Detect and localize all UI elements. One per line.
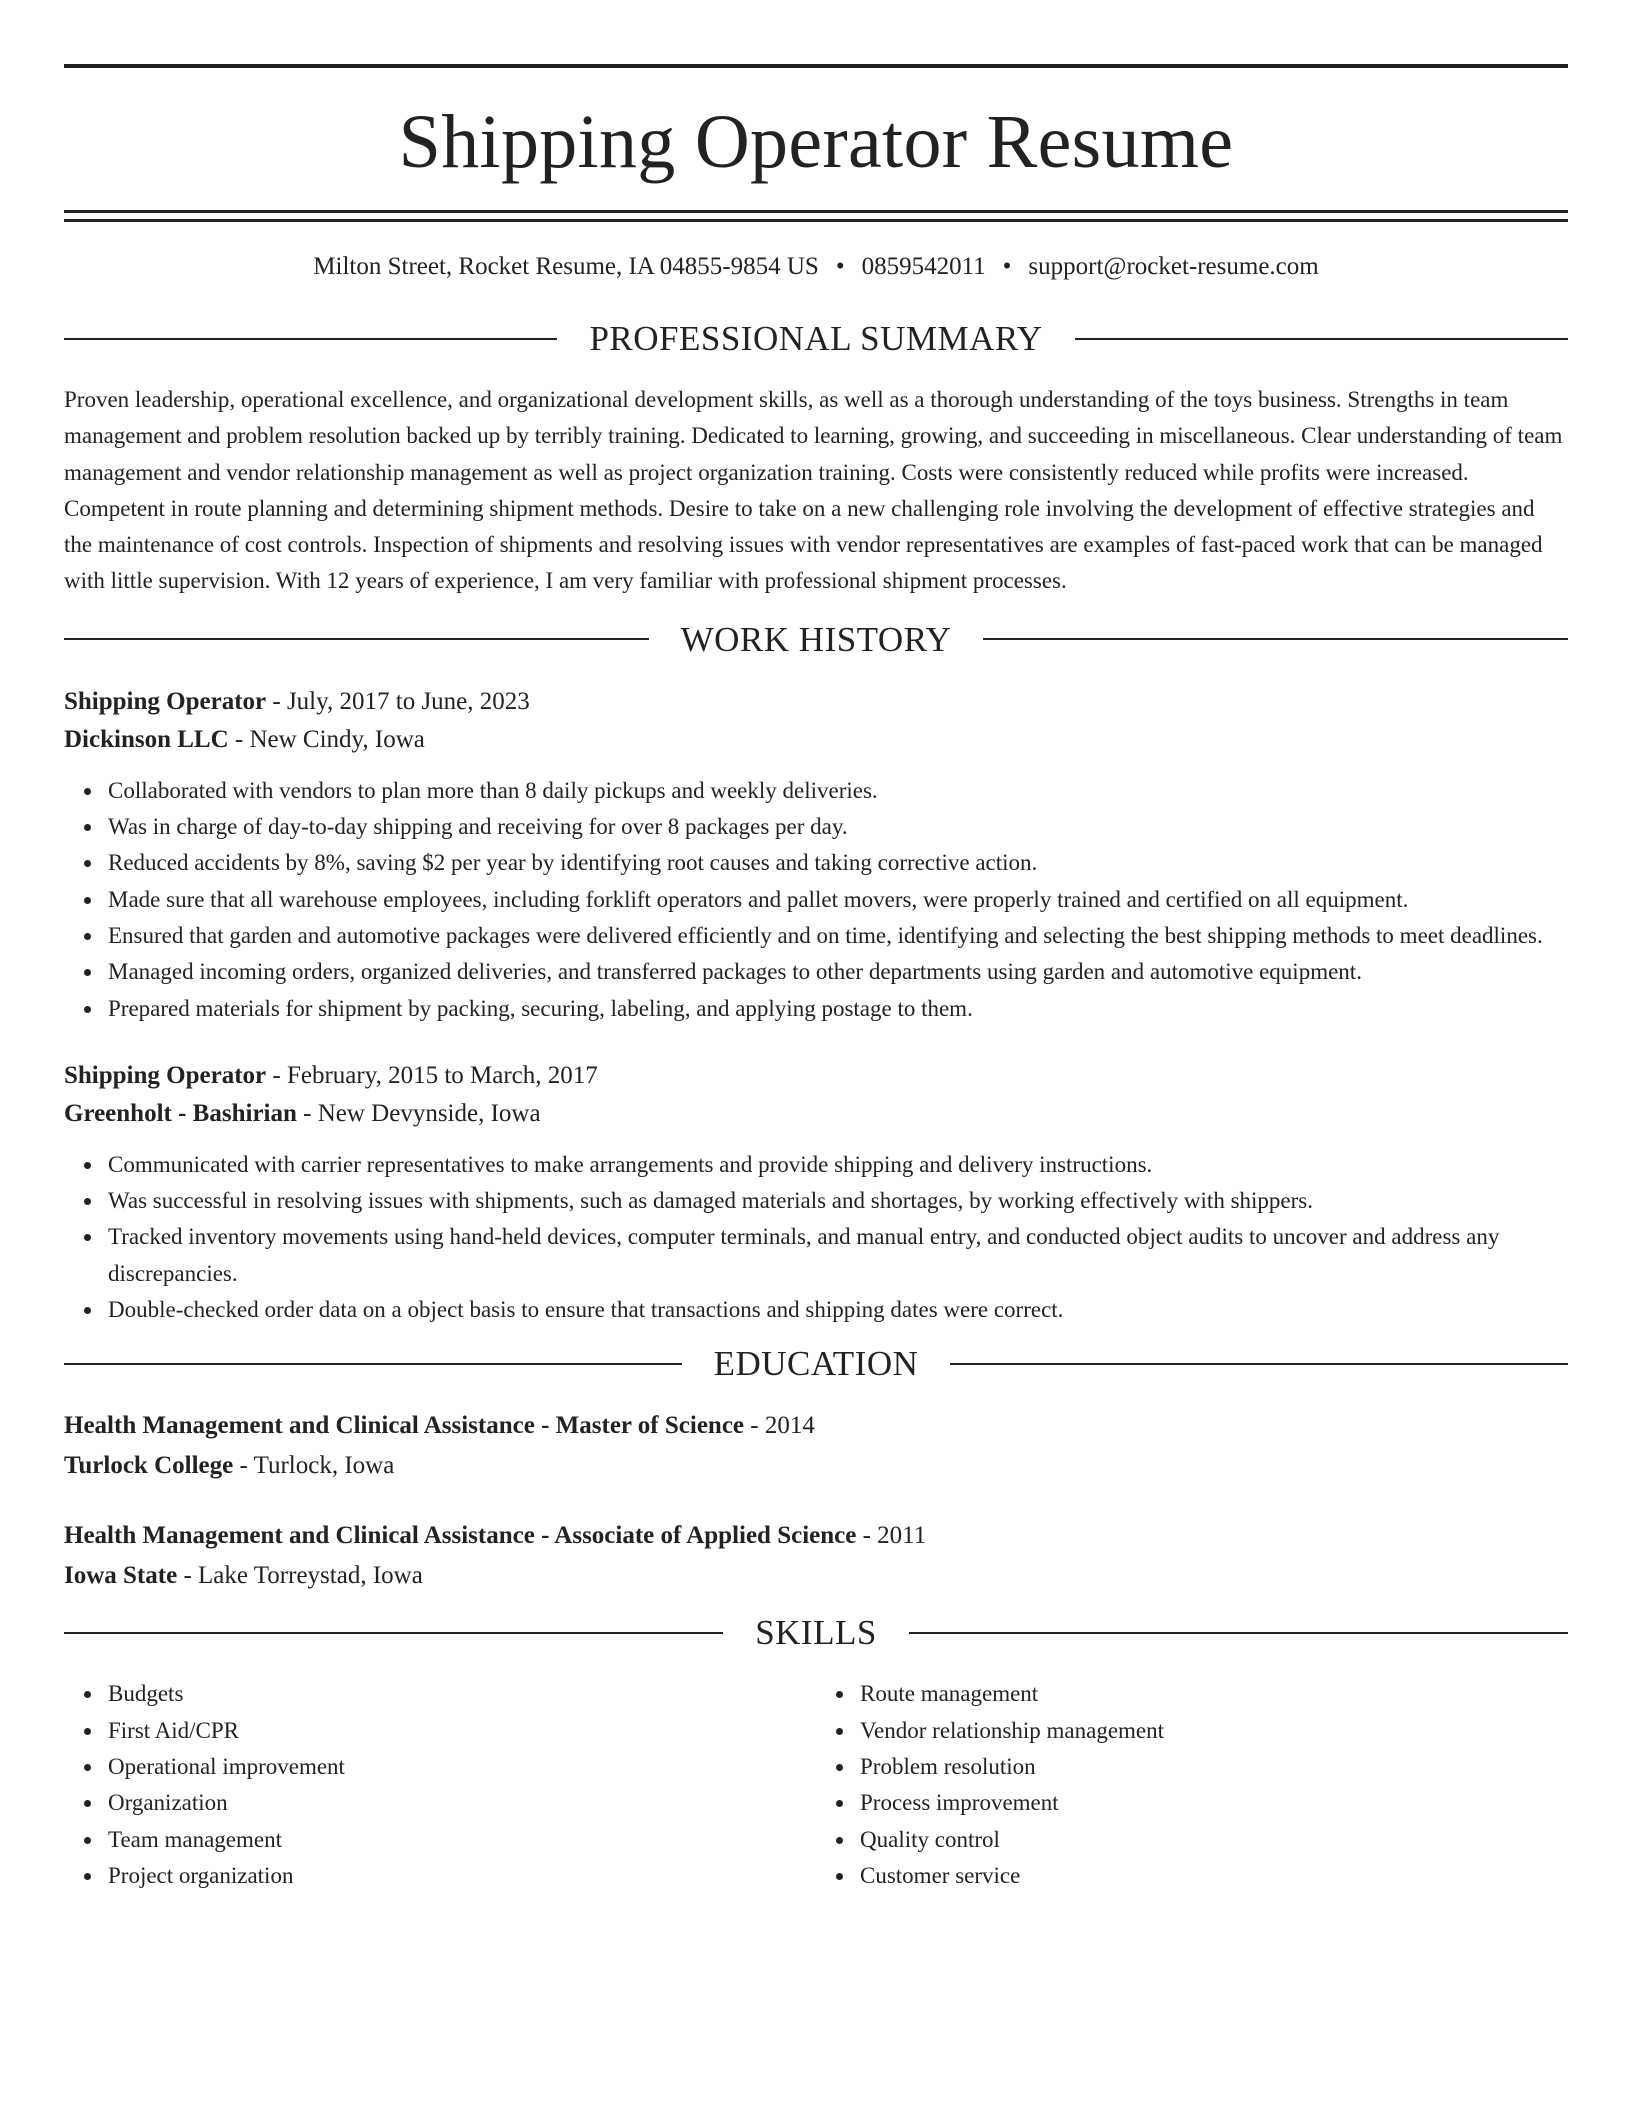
skill-item: Team management — [108, 1822, 816, 1858]
job-company-line — [64, 721, 1568, 759]
list-item: Reduced accidents by 8%, saving $2 per year by identifying root causes and taking corrective action. — [108, 845, 1568, 881]
section-rule — [983, 638, 1568, 640]
job-company: Greenholt - Bashirian — [64, 1099, 297, 1127]
job-entry — [64, 1057, 1568, 1328]
section-rule — [64, 638, 649, 640]
job-location: - New Cindy, Iowa — [228, 725, 425, 753]
contact-email: support@rocket-resume.com — [1028, 253, 1319, 280]
list-item: Collaborated with vendors to plan more than 8 daily pickups and weekly deliveries. — [108, 773, 1568, 809]
skill-item: Project organization — [108, 1858, 816, 1894]
job-title-line — [64, 1057, 1568, 1095]
skill-item: Budgets — [108, 1676, 816, 1712]
title-double-rule — [64, 210, 1568, 222]
section-title-skills: SKILLS — [755, 1613, 877, 1653]
skill-item: First Aid/CPR — [108, 1713, 816, 1749]
list-item: Was successful in resolving issues with shipments, such as damaged materials and shortages, by working effectively with shippers. — [108, 1183, 1568, 1219]
skill-item: Route management — [860, 1676, 1568, 1712]
section-header-skills — [64, 1613, 1568, 1653]
section-rule — [64, 1632, 723, 1634]
education-school-line — [64, 1447, 1568, 1485]
job-title-line — [64, 683, 1568, 721]
section-header-education — [64, 1344, 1568, 1384]
section-rule — [950, 1363, 1568, 1365]
list-item: Managed incoming orders, organized deliveries, and transferred packages to other departments using garden and automotive equipment. — [108, 954, 1568, 990]
section-header-summary — [64, 321, 1568, 356]
skills-list-right — [816, 1676, 1568, 1894]
list-item: Was in charge of day-to-day shipping and receiving for over 8 packages per day. — [108, 809, 1568, 845]
section-rule — [909, 1632, 1568, 1634]
skill-item: Quality control — [860, 1822, 1568, 1858]
list-item: Ensured that garden and automotive packages were delivered efficiently and on time, identifying and selecting the best shipping methods to meet deadlines. — [108, 918, 1568, 954]
education-location: - Turlock, Iowa — [233, 1452, 395, 1480]
education-year: - 2014 — [744, 1412, 815, 1440]
education-degree-line — [64, 1517, 1568, 1555]
job-bullets — [64, 773, 1568, 1027]
resume-page — [64, 64, 1568, 1894]
job-dates: - July, 2017 to June, 2023 — [266, 687, 530, 715]
contact-separator: • — [835, 253, 845, 280]
list-item: Made sure that all warehouse employees, including forklift operators and pallet movers, were properly trained and certified on all equipment. — [108, 882, 1568, 918]
skill-item: Organization — [108, 1785, 816, 1821]
education-degree: Health Management and Clinical Assistance - Master of Science — [64, 1412, 745, 1440]
skill-item: Process improvement — [860, 1785, 1568, 1821]
skill-item: Vendor relationship management — [860, 1713, 1568, 1749]
education-school-line — [64, 1557, 1568, 1595]
skill-item: Customer service — [860, 1858, 1568, 1894]
section-rule — [64, 1363, 682, 1365]
list-item: Double-checked order data on a object basis to ensure that transactions and shipping dates were correct. — [108, 1292, 1568, 1328]
skills-columns — [64, 1676, 1568, 1894]
contact-separator: • — [1002, 253, 1012, 280]
contact-line — [64, 222, 1568, 279]
list-item: Tracked inventory movements using hand-held devices, computer terminals, and manual entry, and conducted object audits to uncover and address any discrepancies. — [108, 1219, 1568, 1292]
education-degree-line — [64, 1407, 1568, 1445]
job-dates: - February, 2015 to March, 2017 — [266, 1061, 598, 1089]
skills-list-left — [64, 1676, 816, 1894]
education-degree: Health Management and Clinical Assistance - Associate of Applied Science — [64, 1522, 857, 1550]
education-entry — [64, 1517, 1568, 1595]
list-item: Communicated with carrier representatives to make arrangements and provide shipping and delivery instructions. — [108, 1147, 1568, 1183]
job-company: Dickinson LLC — [64, 725, 229, 753]
summary-text: Proven leadership, operational excellence, and organizational development skills, as well as a thorough understanding of the toys business. Strengths in team management and problem resolution backed up by terribly training. Dedicated to learning, growing, and succeeding in miscellaneous. Clear understanding of team management and vendor relationship management as well as project organization training. Costs were consistently reduced while profits were increased. Competent in route planning and determining shipment methods. Desire to take on a new challenging role involving the development of effective strategies and the maintenance of cost controls. Inspection of shipments and resolving issues with vendor representatives are examples of fast-paced work that can be managed with little supervision. With 12 years of experience, I am very familiar with professional shipment processes. — [64, 387, 1563, 594]
section-rule — [64, 338, 557, 340]
resume-title: Shipping Operator Resume — [398, 100, 1234, 184]
section-rule — [1075, 338, 1568, 340]
contact-phone: 0859542011 — [861, 253, 986, 280]
skill-item: Problem resolution — [860, 1749, 1568, 1785]
job-location: - New Devynside, Iowa — [296, 1099, 541, 1127]
job-title: Shipping Operator — [64, 687, 267, 715]
section-title-work: WORK HISTORY — [680, 619, 952, 659]
education-school: Turlock College — [64, 1452, 234, 1480]
skill-item: Operational improvement — [108, 1749, 816, 1785]
section-header-work — [64, 619, 1568, 659]
contact-address: Milton Street, Rocket Resume, IA 04855-9854 US — [313, 253, 819, 280]
job-entry — [64, 683, 1568, 1027]
job-company-line — [64, 1095, 1568, 1133]
section-title-summary: PROFESSIONAL SUMMARY — [589, 319, 1043, 358]
section-title-education: EDUCATION — [713, 1344, 919, 1384]
job-title: Shipping Operator — [64, 1061, 267, 1089]
list-item: Prepared materials for shipment by packing, securing, labeling, and applying postage to them. — [108, 991, 1568, 1027]
job-bullets — [64, 1147, 1568, 1328]
education-year: - 2011 — [856, 1522, 927, 1550]
education-location: - Lake Torreystad, Iowa — [177, 1562, 423, 1590]
education-entry — [64, 1407, 1568, 1485]
education-school: Iowa State — [64, 1562, 178, 1590]
